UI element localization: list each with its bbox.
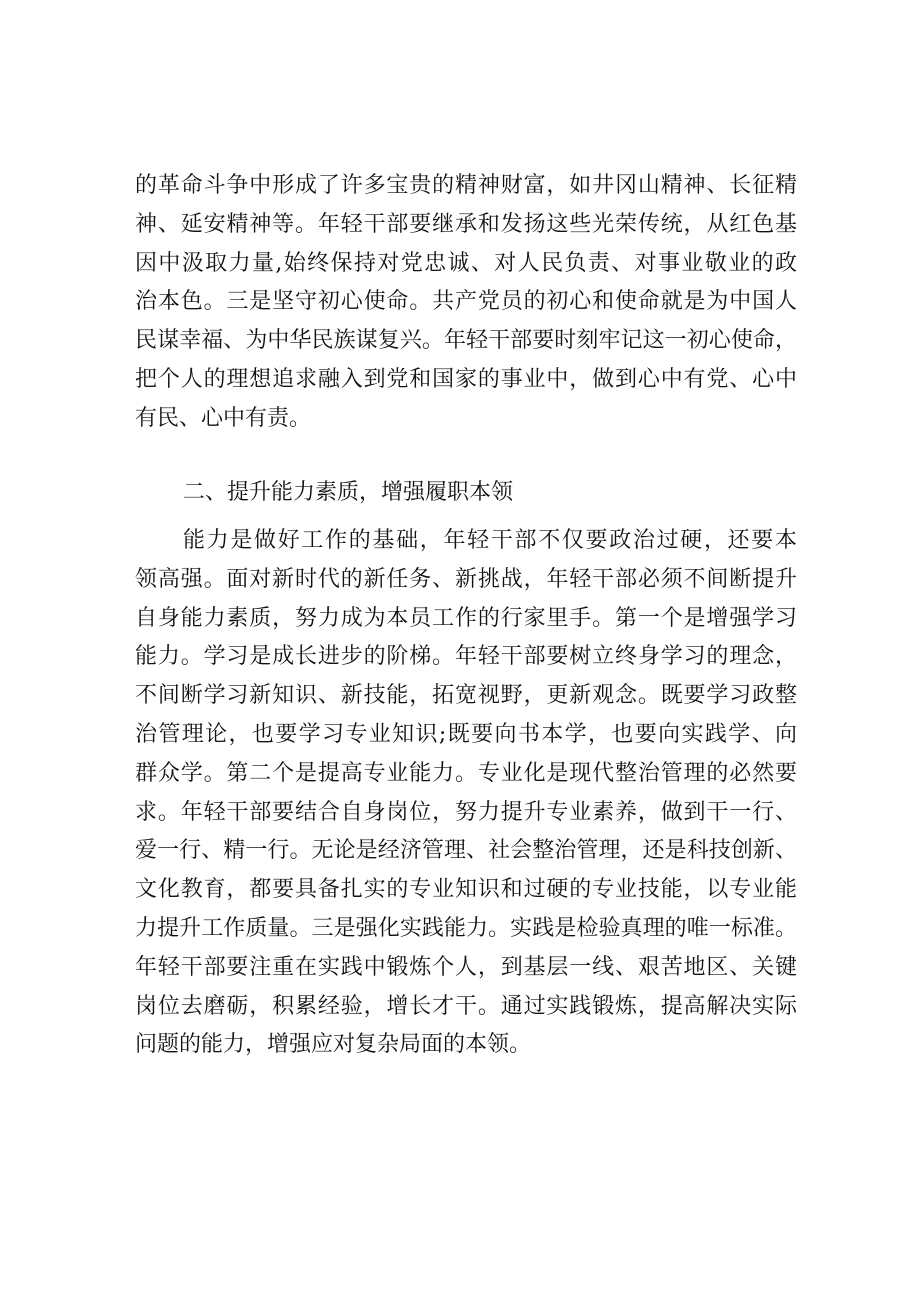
paragraph-line: 治管理论，也要学习专业知识;既要向书本学，也要向实践学、向 xyxy=(135,722,797,747)
paragraph-line: 民谋幸福、为中华民族谋复兴。年轻干部要时刻牢记这一初心使命， xyxy=(135,328,797,353)
paragraph-line: 因中汲取力量,始终保持对党忠诚、对人民负责、对事业敬业的政 xyxy=(135,251,797,276)
section-heading: 二、提升能力素质，增强履职本领 xyxy=(183,480,514,505)
paragraph-line: 力提升工作质量。三是强化实践能力。实践是检验真理的唯一标准。 xyxy=(135,916,797,941)
paragraph-line: 群众学。第二个是提高专业能力。专业化是现代整治管理的必然要 xyxy=(135,761,797,786)
paragraph-line: 不间断学习新知识、新技能，拓宽视野，更新观念。既要学习政整 xyxy=(135,683,797,708)
paragraph-line: 把个人的理想追求融入到党和国家的事业中，做到心中有党、心中 xyxy=(135,367,797,392)
paragraph-line: 领高强。面对新时代的新任务、新挑战，年轻干部必须不间断提升 xyxy=(135,567,797,592)
paragraph-line: 岗位去磨砺，积累经验，增长才干。通过实践锻炼，提高解决实际 xyxy=(135,994,797,1019)
paragraph-line: 自身能力素质，努力成为本员工作的行家里手。第一个是增强学习 xyxy=(135,606,797,631)
paragraph-line: 能力。学习是成长进步的阶梯。年轻干部要树立终身学习的理念， xyxy=(135,644,797,669)
paragraph-line: 文化教育，都要具备扎实的专业知识和过硬的专业技能，以专业能 xyxy=(135,877,797,902)
paragraph-line: 年轻干部要注重在实践中锻炼个人，到基层一线、艰苦地区、关键 xyxy=(135,955,797,980)
paragraph-line: 爱一行、精一行。无论是经济管理、社会整治管理，还是科技创新、 xyxy=(135,838,797,863)
paragraph-line: 能力是做好工作的基础，年轻干部不仅要政治过硬，还要本 xyxy=(183,528,797,553)
paragraph-line: 求。年轻干部要结合自身岗位，努力提升专业素养，做到干一行、 xyxy=(135,800,797,825)
paragraph-line: 问题的能力，增强应对复杂局面的本领。 xyxy=(135,1032,532,1057)
paragraph-line: 有民、心中有责。 xyxy=(135,406,312,431)
paragraph-line: 的革命斗争中形成了许多宝贵的精神财富，如井冈山精神、长征精 xyxy=(135,173,797,198)
paragraph-line: 神、延安精神等。年轻干部要继承和发扬这些光荣传统，从红色基 xyxy=(135,212,797,237)
paragraph-line: 治本色。三是坚守初心使命。共产党员的初心和使命就是为中国人 xyxy=(135,289,797,314)
